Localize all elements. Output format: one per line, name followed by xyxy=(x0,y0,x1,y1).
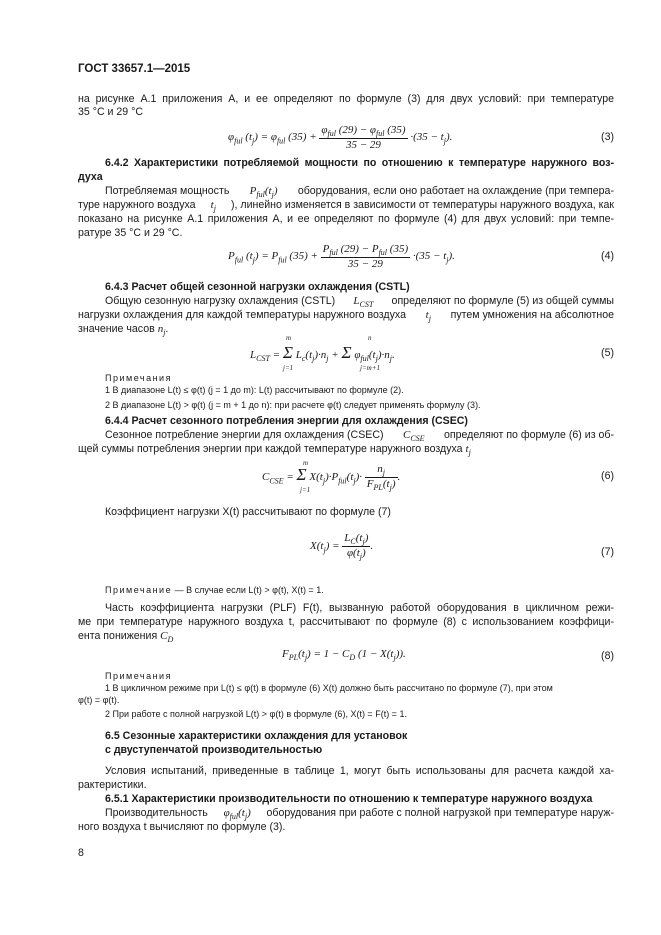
formula-3: $\varphi_{ful}$ $(t_j) = \varphi_{ful}$ (35) + $\frac{\varphi_{ful} (29) - \varphi_{ful} (35)}{35 - 29}$ $\cdot(35 - t_j)$. xyxy=(228,124,453,152)
section-heading: 6.4.3 Расчет общей сезонной нагрузки охлаждения (CSTL) xyxy=(105,281,410,293)
text-run: оборудования при работе с полной нагрузкой при температуре наруж- xyxy=(266,807,614,819)
section-heading: 6.4.4 Расчет сезонного потребления энергии для охлаждения (CSEC) xyxy=(105,415,468,427)
note-item xyxy=(105,584,324,596)
symbol-nj: $n_j$ xyxy=(157,323,166,338)
sum-limit: j=1 xyxy=(283,364,294,372)
notes-label: Примечания xyxy=(105,671,172,681)
paragraph-line: 35 °С и 29 °С xyxy=(78,106,144,118)
note-item: 1 В цикличном режиме при L(t) ≤ φ(t) в формуле (6) X(t) должно быть рассчитано по формуле (7), при этом xyxy=(105,683,553,693)
equation-number: (5) xyxy=(601,347,614,359)
equation-number: (6) xyxy=(601,470,614,482)
paragraph-line xyxy=(78,442,471,460)
note-item: 1 В диапазоне L(t) ≤ φ(t) (j = 1 до m): L(t) рассчитывают по формуле (2). xyxy=(105,385,404,395)
section-heading: с двуступенчатой производительностью xyxy=(105,744,323,756)
sum-limit: j=1 xyxy=(300,486,311,494)
paragraph-line: ного воздуха t вычисляют по формуле (3). xyxy=(78,821,286,833)
equation-number: (7) xyxy=(601,546,614,558)
document-header: ГОСТ 33657.1—2015 xyxy=(78,63,191,75)
note-item: φ(t) = φ(t). xyxy=(78,695,120,705)
section-heading: 6.4.2 Характеристики потребляемой мощности по отношению к температуре наружного воз- xyxy=(105,157,614,169)
symbol-tj: $t_j$ xyxy=(465,443,471,458)
section-heading: 6.5.1 Характеристики производительности по отношению к температуре наружного воздуха xyxy=(105,793,593,805)
note-label: Примечание xyxy=(105,585,173,595)
equation-number: (8) xyxy=(601,650,614,662)
sum-limit: n xyxy=(368,334,372,342)
formula-6: $C_{CSE} = \Sigma$ $X(t_j)\cdot P_{ful}(t_j)\cdot$ $\frac{n_j}{F_{PL}(t_j)}$ . xyxy=(262,463,401,493)
formula-8: $F_{PL}(t_j) = 1 - C_D$ $(1 - X(t_j))$. xyxy=(282,648,406,663)
note-item: 2 При работе с полной нагрузкой L(t) > φ(t) в формуле (6), X(t) = F(t) = 1. xyxy=(105,709,407,719)
text-run: определяют по формуле (5) из общей суммы xyxy=(391,295,614,307)
notes-label: Примечания xyxy=(105,373,172,383)
text-run: Общую сезонную нагрузку охлаждения (CSTL) xyxy=(105,295,336,307)
equation-number: (3) xyxy=(601,131,614,143)
text-run: ), линейно изменяется в зависимости от температуры наружного воздуха, как xyxy=(230,199,614,211)
symbol-p-ful: $P_{ful}(t_j)$ xyxy=(249,185,278,200)
formula-5: $L_{CST} = \Sigma$ $L_c(t_j)\cdot n_j + \Sigma$ $\varphi_{ful}(t_j)\cdot n_j$. xyxy=(250,343,395,364)
page-number: 8 xyxy=(78,847,84,859)
paragraph-line: Условия испытаний, приведенные в таблице 1, могут быть использованы для расчета каждой ха- xyxy=(105,765,614,777)
symbol-l-cst: $L_{CST}$ xyxy=(353,295,374,310)
formula-4: $P_{ful}$ $(t_j) = P_{ful}$ (35) + $\frac{P_{ful} (29) - P_{ful} (35)}{35 - 29}$ $\cdot(35 - t_j)$. xyxy=(228,243,455,271)
section-heading: 6.5 Сезонные характеристики охлаждения для установок xyxy=(105,730,408,742)
symbol-c-cse: $C_{CSE}$ xyxy=(402,429,425,444)
symbol-phi-ful: $\varphi_{ful}(t_j)$ xyxy=(223,807,251,822)
paragraph-line: ме при температуре наружного воздуха t, рассчитывают по формуле (8) с использованием коэффици- xyxy=(78,616,614,628)
note-item: 2 В диапазоне L(t) > φ(t) (j = m + 1 до n): при расчете φ(t) следует применять формулу (3). xyxy=(105,400,481,410)
paragraph-line: Часть коэффициента нагрузки (PLF) F(t), вызванную работой оборудования в цикличном режи- xyxy=(105,602,614,614)
symbol-tj: $t_j$ xyxy=(210,199,216,214)
text-run: туре наружного воздуха xyxy=(78,199,196,211)
paragraph-line: рактеристики. xyxy=(78,779,147,791)
formula-7: $X(t_j)$ = $\frac{L_C(t_j)}{\varphi(t_j)}$ . xyxy=(310,532,374,562)
note-text: — В случае если L(t) > φ(t), X(t) = 1. xyxy=(174,585,324,595)
paragraph-line: ратуре 35 °С и 29 °С. xyxy=(78,227,183,239)
text-run: щей суммы потребления энергии при каждой температуре наружного воздуха xyxy=(78,443,463,455)
paragraph-line: показано на рисунке А.1 приложения А, и ее определяют по формуле (4) для двух условий: при темпе- xyxy=(78,213,614,225)
section-heading: духа xyxy=(78,171,103,183)
paragraph-line: значение часов $n_j$. xyxy=(78,323,169,338)
text-run: Производительность xyxy=(105,807,208,819)
paragraph-line xyxy=(78,629,173,647)
symbol-cd: $C_D$ xyxy=(160,630,174,645)
sum-limit: m xyxy=(303,459,309,467)
equation-number: (4) xyxy=(601,250,614,262)
text-run: оборудования, если оно работает на охлаждение (при темпера- xyxy=(297,185,614,197)
text-run: Сезонное потребление энергии для охлаждения (CSEC) xyxy=(105,429,384,441)
symbol-tj: $t_j$ xyxy=(425,309,431,324)
text-run: ента понижения xyxy=(78,630,158,642)
text-run: значение часов xyxy=(78,323,155,335)
text-run: путем умножения на абсолютное xyxy=(450,309,614,321)
sum-limit: j=m+1 xyxy=(360,364,380,372)
text-run: нагрузки охлаждения для каждой температуры наружного воздуха xyxy=(78,309,406,321)
text-run: определяют по формуле (6) из об- xyxy=(444,429,614,441)
paragraph-line: на рисунке А.1 приложения А, и ее определяют по формуле (3) для двух условий: при температуре xyxy=(78,93,614,105)
sum-limit: m xyxy=(286,334,292,342)
text-run: Потребляемая мощность xyxy=(105,185,230,197)
paragraph-line: Коэффициент нагрузки X(t) рассчитывают по формуле (7) xyxy=(105,506,391,518)
